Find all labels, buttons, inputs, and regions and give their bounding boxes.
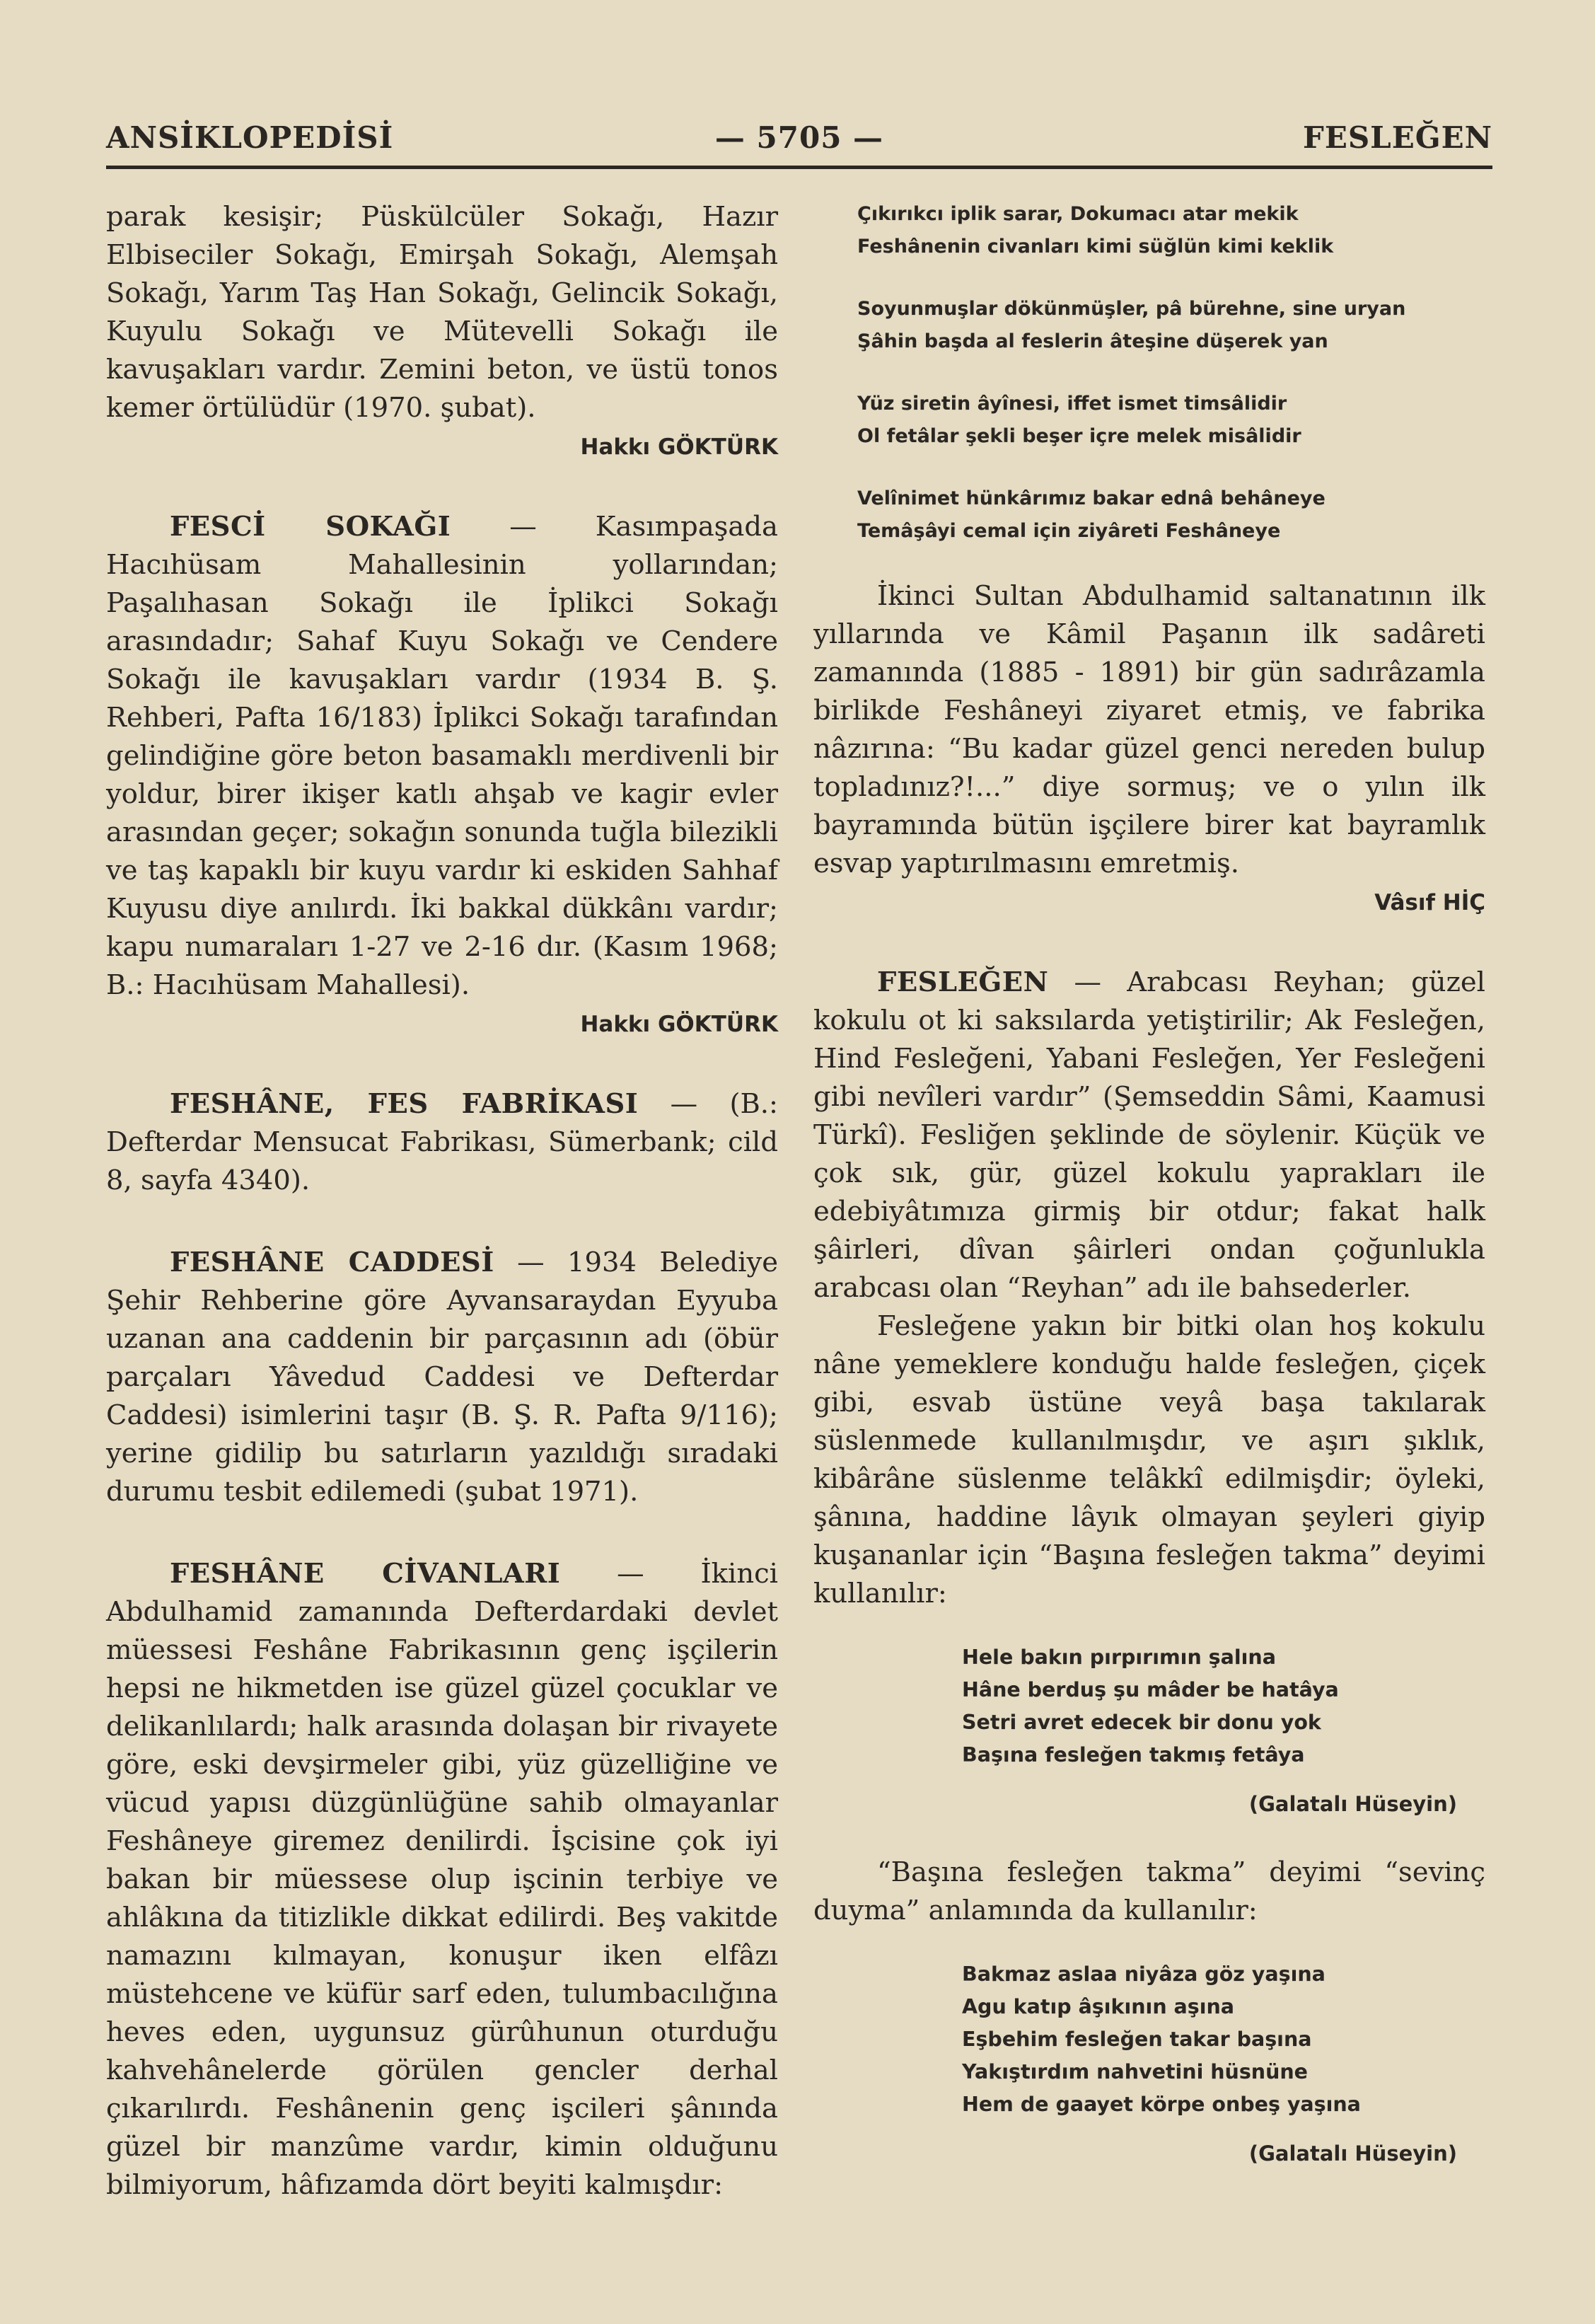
- left-column: [106, 198, 778, 2204]
- feslegen-paragraph-2: Fesleğene yakın bir bitki olan hoş kokulu nâne yemeklere konduğu halde fesleğen, çiçek gibi, esvab üstüne veyâ başa takılarak süslenmede kullanılmışdır, ve aşırı şıklık, kibârâne süslenme telâkkî edilmişdir; öyleki, şânına, haddine lâyık olmayan şeyleri giyip kuşananlar için “Başına fesleğen takma” deyimi kullanılır:: [813, 1310, 1485, 1609]
- verse-line: Çıkırıkcı iplik sarar, Dokumacı atar mekik: [857, 203, 1299, 225]
- verse-line: Temâşâyi cemal için ziyâreti Feshâneye: [857, 520, 1281, 542]
- entry-text-feslegen: — Arabcası Reyhan; güzel kokulu ot ki saksılarda yetiştirilir; Ak Fesleğen, Hind Fesleğeni, Yabani Fesleğen, Yer Fesleğeni gibi nevîleri vardır” (Şemseddin Sâmi, Kaamusi Türkî). Fesliğen şeklinde de söylenir. Küçük ve çok sık, gür, güzel kokulu yaprakları ile edebiyâtımıza girmiş bir otdur; fakat halk şâirleri, dîvan şâirleri ondan çoğunlukla arabcası olan “Reyhan” adı ile bahsederler.: [813, 966, 1485, 1304]
- poem-bakmaz: [962, 1958, 1485, 2121]
- page-header: [106, 113, 1492, 163]
- entry-head-feshane-civanlari: FESHÂNE CİVANLARI: [170, 1558, 561, 1590]
- verse-line: Şâhin başda al feslerin âteşine düşerek yan: [857, 330, 1328, 352]
- entry-feshane-caddesi: [106, 1244, 778, 1511]
- entry-text-fesci: — Kasımpaşada Hacıhüsam Mahallesinin yollarından; Paşalıhasan Sokağı ile İplikci Sokağı arasındadır; Sahaf Kuyu Sokağı ve Cendere Sokağı ile kavuşakları vardır (1934 B. Ş. Rehberi, Pafta 16/183) İplikci Sokağı tarafından gelindiğine göre beton basamaklı merdivenli bir yoldur, birer ikişer katlı ahşab ve kagir evler arasından geçer; sokağın sonunda tuğla bilezikli ve taş kapaklı bir kuyu vardır ki eskiden Sahhaf Kuyusu diye anılırdı. İki bakkal dükkânı vardır; kapu numaraları 1-27 ve 2-16 dır. (Kasım 1968; B.: Hacıhüsam Mahallesi).: [106, 511, 778, 1001]
- fesci-signature: Hakkı GÖKTÜRK: [580, 1012, 778, 1037]
- poem-line: Agu katıp âşıkının aşına: [962, 1995, 1235, 2018]
- poem-line: Hâne berduş şu mâder be hatâya: [962, 1678, 1339, 1701]
- verse-line: Ol fetâlar şekli beşer içre melek misâlidir: [857, 425, 1301, 447]
- right-column: [813, 198, 1485, 2170]
- verse-stanza: [857, 482, 1485, 548]
- sevinc-paragraph: “Başına fesleğen takma” deyimi “sevinç duyma” anlamında da kullanılır:: [813, 1856, 1485, 1926]
- feshane-verses: [813, 198, 1485, 548]
- verse-line: Velînimet hünkârımız bakar ednâ behâneye: [857, 487, 1326, 509]
- entry-text-feshane-fabrikasi: — (B.: Defterdar Mensucat Fabrikası, Sümerbank; cild 8, sayfa 4340).: [106, 1088, 778, 1196]
- page-number: — 5705 —: [714, 120, 884, 155]
- verse-line: Soyunmuşlar dökünmüşler, pâ bürehne, sine uryan: [857, 298, 1406, 320]
- verse-stanza: [857, 198, 1485, 263]
- verse-stanza: [857, 388, 1485, 453]
- header-left-title: ANSİKLOPEDİSİ: [106, 120, 394, 155]
- entry-feshane-fabrikasi: [106, 1085, 778, 1200]
- entry-text-feshane-caddesi: — 1934 Belediye Şehir Rehberine göre Ayvansaraydan Eyyuba uzanan ana caddenin bir parçasının adı (öbür parçaları Yâvedud Caddesi ve Defterdar Caddesi) isimlerini taşır (B. Ş. R. Pafta 9/116); yerine gidilip bu satırların yazıldığı sıradaki durumu tesbit edilemedi (şubat 1971).: [106, 1247, 778, 1508]
- poem-line: Eşbehim fesleğen takar başına: [962, 2028, 1312, 2051]
- entry-text-feshane-civanlari: — İkinci Abdulhamid zamanında Defterdardaki devlet müessesi Feshâne Fabrikasının genç işçilerin hepsi ne hikmetden ise güzel güzel çocuklar ve delikanlılardı; halk arasında dolaşan bir rivayete göre, eski devşirmeler gibi, yüz güzelliğine ve vücud yapısı düzgünlüğüne sahib olmayanlar Feshâneye giremez denilirdi. İşcisine çok iyi bakan bir müessese olup işcinin terbiye ve ahlâkına da titizlikle dikkat edilirdi. Beş vakitde namazını kılmayan, konuşur iken elfâzı müstehcene ve küfür sarf eden, tulumbacılığına heves eden, uygunsuz gürûhunun oturduğu kahvehânelerde görülen gencler derhal çıkarılırdı. Feshânenin genç işcileri şânında güzel bir manzûme vardır, kimin olduğunu bilmiyorum, hâfızamda dört beyiti kalmışdır:: [106, 1558, 778, 2201]
- poem-line: Hem de gaayet körpe onbeş yaşına: [962, 2093, 1361, 2116]
- poem-line: Setri avret edecek bir donu yok: [962, 1711, 1321, 1734]
- abdulhamid-paragraph: İkinci Sultan Abdulhamid saltanatının ilk yıllarında ve Kâmil Paşanın ilk sadâreti zamanında (1885 - 1891) bir gün sadırâzamla birlikde Feshâneyi ziyaret etmiş, ve fabrika nâzırına: “Bu kadar güzel genci nereden bulup topladınız?!...” diye sormuş; ve o yılın ilk bayramında bütün işçilere birer kat bayramlık esvap yaptırılmasını emretmiş.: [813, 580, 1485, 879]
- entry-head-feshane-fabrikasi: FESHÂNE, FES FABRİKASI: [170, 1088, 639, 1120]
- poem-line: Bakmaz aslaa niyâza göz yaşına: [962, 1962, 1326, 1986]
- poem-line: Hele bakın pırpırımın şalına: [962, 1646, 1276, 1669]
- entry-head-feslegen: FESLEĞEN: [877, 966, 1049, 998]
- header-right-title: FESLEĞEN: [1303, 120, 1492, 155]
- verse-line: Yüz siretin âyînesi, iffet ismet timsâlidir: [857, 393, 1287, 415]
- intro-signature: Hakkı GÖKTÜRK: [580, 434, 778, 460]
- entry-feshane-civanlari: [106, 1555, 778, 2204]
- poem-line: Başına fesleğen takmış fetâya: [962, 1743, 1305, 1767]
- verse-line: Feshânenin civanları kimi süğlün kimi keklik: [857, 236, 1334, 258]
- entry-fesci-sokagi: [106, 508, 778, 1005]
- verse-stanza: [857, 293, 1485, 358]
- abdulhamid-signature: Vâsıf HİÇ: [1374, 890, 1485, 915]
- header-rule: [106, 166, 1492, 169]
- entry-head-fesci: FESCİ SOKAĞI: [170, 511, 451, 543]
- poem-pirpirim: [962, 1641, 1485, 1771]
- entry-feslegen: [813, 964, 1485, 1307]
- poem-source: (Galatalı Hüseyin): [1248, 1792, 1457, 1816]
- intro-paragraph: parak kesişir; Püskülcüler Sokağı, Hazır Elbiseciler Sokağı, Emirşah Sokağı, Alemşah Sokağı, Yarım Taş Han Sokağı, Gelincik Sokağı, Kuyulu Sokağı ve Mütevelli Sokağı ile kavuşakları vardır. Zemini beton, ve üstü tonos kemer örtülüdür (1970. şubat).: [106, 201, 778, 424]
- poem-source: (Galatalı Hüseyin): [1248, 2141, 1457, 2166]
- entry-head-feshane-caddesi: FESHÂNE CADDESİ: [170, 1247, 494, 1278]
- poem-line: Yakıştırdım nahvetini hüsnüne: [962, 2060, 1309, 2083]
